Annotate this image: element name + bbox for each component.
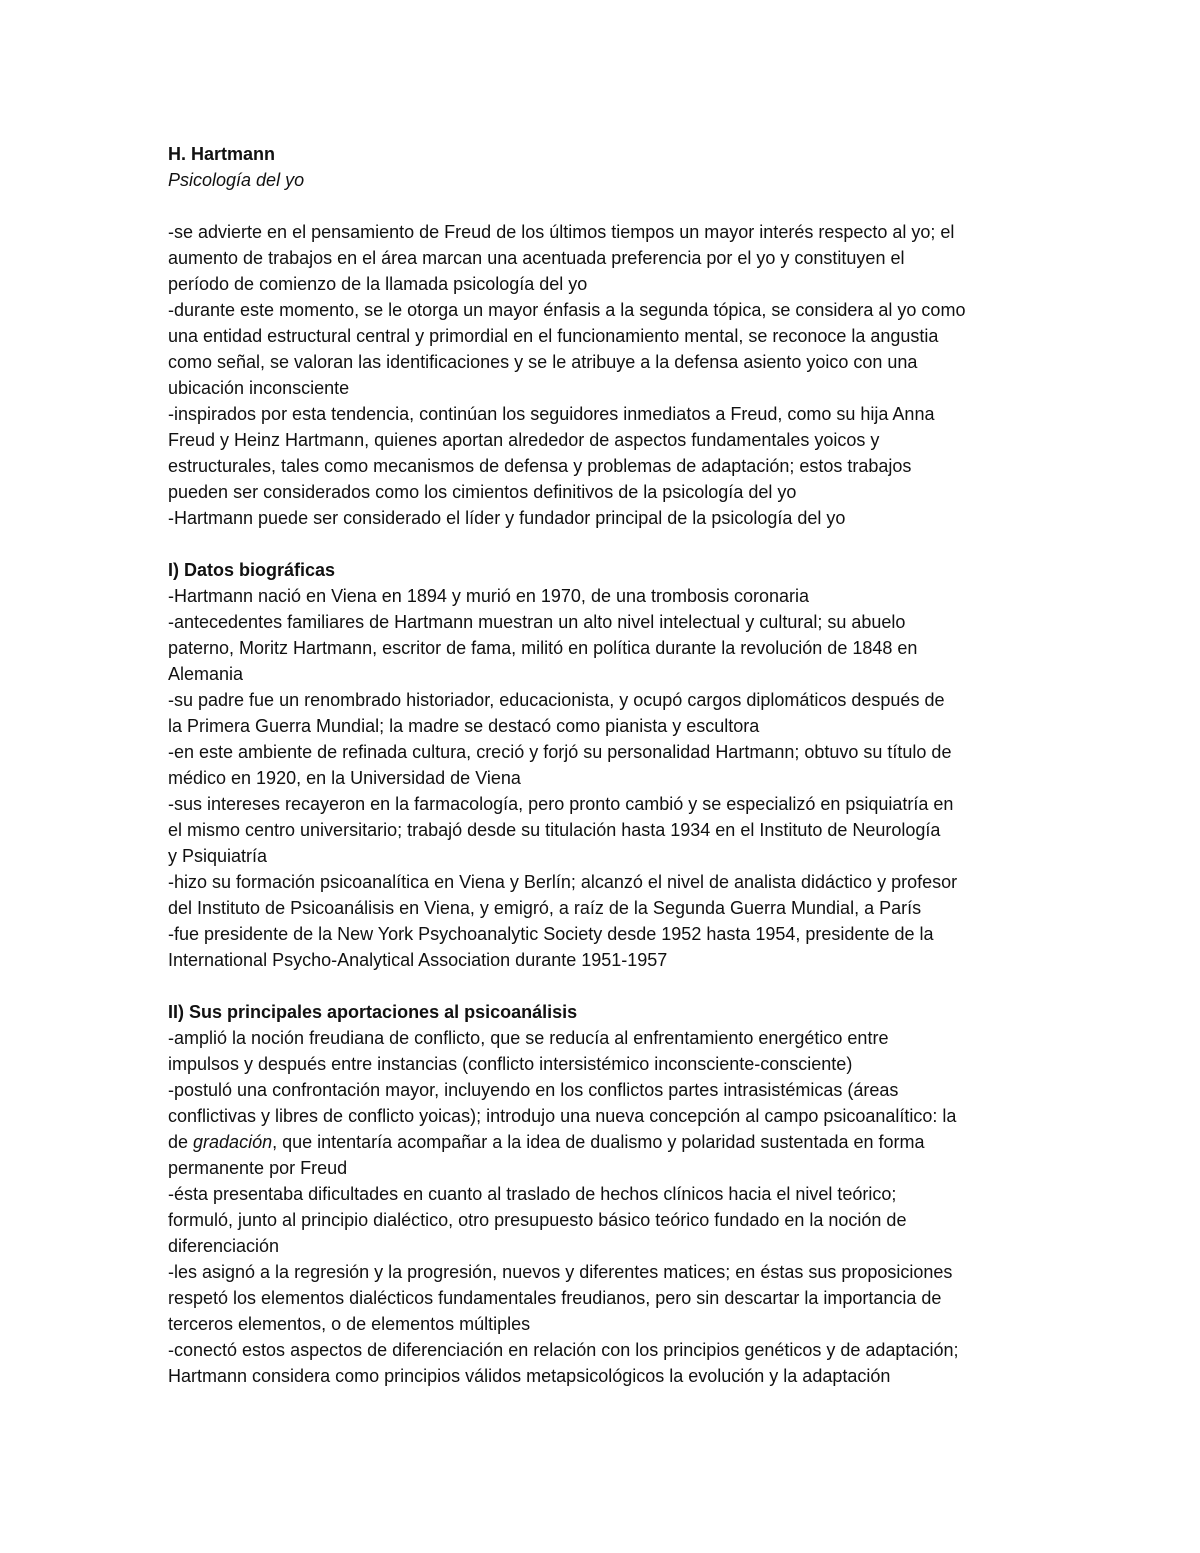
- document-page: [168, 141, 1048, 1389]
- text-line: -sus intereses recayeron en la farmacología, pero pronto cambió y se especializó en psiquiatría en: [168, 794, 954, 814]
- document-title: H. Hartmann: [168, 144, 276, 164]
- text-line: médico en 1920, en la Universidad de Viena: [168, 768, 521, 788]
- text-line: -Hartmann nació en Viena en 1894 y murió en 1970, de una trombosis coronaria: [168, 586, 810, 606]
- text-line: paterno, Moritz Hartmann, escritor de fama, militó en política durante la revolución de 1848 en: [168, 638, 918, 658]
- text-fragment: de: [168, 1132, 194, 1152]
- text-fragment: , que intentaría acompañar a la idea de dualismo y polaridad sustentada en forma: [272, 1132, 925, 1152]
- text-line: -amplió la noción freudiana de conflicto, que se reducía al enfrentamiento energético entre: [168, 1028, 889, 1048]
- text-line: aumento de trabajos en el área marcan una acentuada preferencia por el yo y constituyen el: [168, 248, 905, 268]
- text-line: Alemania: [168, 664, 244, 684]
- text-line: terceros elementos, o de elementos múltiples: [168, 1314, 531, 1334]
- document-subtitle: Psicología del yo: [168, 170, 305, 190]
- text-line: -se advierte en el pensamiento de Freud de los últimos tiempos un mayor interés respecto al yo; el: [168, 222, 955, 242]
- italic-term: gradación: [193, 1132, 273, 1152]
- text-line: -Hartmann puede ser considerado el líder y fundador principal de la psicología del yo: [168, 508, 846, 528]
- text-line: impulsos y después entre instancias (conflicto intersistémico inconsciente-consciente): [168, 1054, 853, 1074]
- text-line: -les asignó a la regresión y la progresión, nuevos y diferentes matices; en éstas sus proposiciones: [168, 1262, 953, 1282]
- text-line: -ésta presentaba dificultades en cuanto al traslado de hechos clínicos hacia el nivel teórico;: [168, 1184, 897, 1204]
- text-line: diferenciación: [168, 1236, 280, 1256]
- text-line: -inspirados por esta tendencia, continúan los seguidores inmediatos a Freud, como su hija Anna: [168, 404, 935, 424]
- section-biography: [168, 557, 1048, 973]
- section-contributions: [168, 999, 1048, 1389]
- text-line: -durante este momento, se le otorga un mayor énfasis a la segunda tópica, se considera al yo como: [168, 300, 966, 320]
- text-line: -antecedentes familiares de Hartmann muestran un alto nivel intelectual y cultural; su abuelo: [168, 612, 906, 632]
- text-line: -en este ambiente de refinada cultura, creció y forjó su personalidad Hartmann; obtuvo su título de: [168, 742, 952, 762]
- text-line: la Primera Guerra Mundial; la madre se destacó como pianista y escultora: [168, 716, 760, 736]
- text-line: respetó los elementos dialécticos fundamentales freudianos, pero sin descartar la importancia de: [168, 1288, 942, 1308]
- text-line: -conectó estos aspectos de diferenciación en relación con los principios genéticos y de adaptación;: [168, 1340, 959, 1360]
- text-line: del Instituto de Psicoanálisis en Viena, y emigró, a raíz de la Segunda Guerra Mundial, a París: [168, 898, 922, 918]
- text-line: -su padre fue un renombrado historiador, educacionista, y ocupó cargos diplomáticos después de: [168, 690, 945, 710]
- text-line: permanente por Freud: [168, 1158, 348, 1178]
- text-line: Hartmann considera como principios válidos metapsicológicos la evolución y la adaptación: [168, 1366, 891, 1386]
- section-heading: II) Sus principales aportaciones al psicoanálisis: [168, 1002, 578, 1022]
- blank-line: [168, 973, 1048, 999]
- blank-line: [168, 531, 1048, 557]
- text-line: como señal, se valoran las identificaciones y se le atribuye a la defensa asiento yoico con una: [168, 352, 918, 372]
- text-line-with-italic: [168, 1129, 1048, 1155]
- text-line: estructurales, tales como mecanismos de defensa y problemas de adaptación; estos trabajos: [168, 456, 912, 476]
- section-heading: I) Datos biográficas: [168, 560, 336, 580]
- text-line: y Psiquiatría: [168, 846, 268, 866]
- text-line: -fue presidente de la New York Psychoanalytic Society desde 1952 hasta 1954, presidente de la: [168, 924, 934, 944]
- text-line: pueden ser considerados como los cimientos definitivos de la psicología del yo: [168, 482, 797, 502]
- text-line: -hizo su formación psicoanalítica en Viena y Berlín; alcanzó el nivel de analista didáctico y profesor: [168, 872, 958, 892]
- text-line: el mismo centro universitario; trabajó desde su titulación hasta 1934 en el Instituto de Neurología: [168, 820, 941, 840]
- text-line: Freud y Heinz Hartmann, quienes aportan alrededor de aspectos fundamentales yoicos y: [168, 430, 880, 450]
- intro-paragraph: [168, 219, 1048, 531]
- blank-line: [168, 193, 1048, 219]
- text-line: conflictivas y libres de conflicto yoicas); introdujo una nueva concepción al campo psicoanalítico: la: [168, 1106, 957, 1126]
- text-line: una entidad estructural central y primordial en el funcionamiento mental, se reconoce la angustia: [168, 326, 939, 346]
- text-line: -postuló una confrontación mayor, incluyendo en los conflictos partes intrasistémicas (áreas: [168, 1080, 899, 1100]
- text-line: ubicación inconsciente: [168, 378, 350, 398]
- text-line: período de comienzo de la llamada psicología del yo: [168, 274, 588, 294]
- text-line: International Psycho-Analytical Association durante 1951-1957: [168, 950, 668, 970]
- text-line: formuló, junto al principio dialéctico, otro presupuesto básico teórico fundado en la noción de: [168, 1210, 907, 1230]
